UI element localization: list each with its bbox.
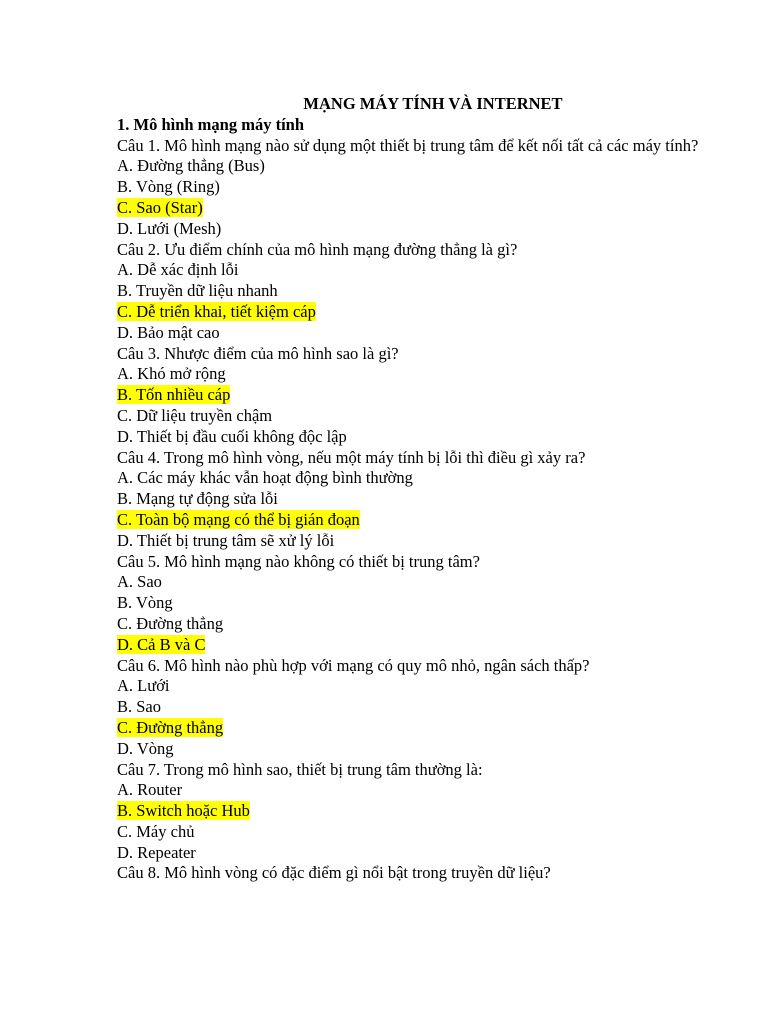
correct-answer-option: [117, 385, 707, 406]
answer-option: [117, 406, 707, 427]
answer-option-text: C. Đường thẳng: [117, 613, 224, 633]
correct-answer-option: [117, 198, 707, 219]
answer-option-text: C. Sao (Star): [117, 197, 203, 217]
question-text: Câu 7. Trong mô hình sao, thiết bị trung tâm thường là:: [117, 759, 483, 779]
answer-option-text: C. Đường thẳng: [117, 717, 224, 737]
question-text: Câu 6. Mô hình nào phù hợp với mạng có quy mô nhỏ, ngân sách thấp?: [117, 655, 590, 675]
answer-option-text: B. Truyền dữ liệu nhanh: [117, 281, 278, 301]
answer-option-text: A. Sao: [117, 572, 162, 592]
answer-option-text: D. Thiết bị đầu cuối không độc lập: [117, 426, 347, 446]
answer-option-text: A. Dễ xác định lỗi: [117, 260, 239, 280]
answer-option: [117, 572, 707, 593]
answer-option: [117, 156, 707, 177]
question-text: Câu 1. Mô hình mạng nào sử dụng một thiết bị trung tâm để kết nối tất cả các máy tính?: [117, 135, 699, 155]
answer-option: [117, 364, 707, 385]
answer-option: [117, 177, 707, 198]
answer-option: [117, 780, 707, 801]
correct-answer-option: [117, 801, 707, 822]
correct-answer-option: [117, 510, 707, 531]
section-heading: 1. Mô hình mạng máy tính: [117, 114, 305, 134]
answer-option-text: C. Dễ triển khai, tiết kiệm cáp: [117, 301, 316, 321]
answer-option-text: A. Router: [117, 780, 183, 800]
answer-option-text: D. Bảo mật cao: [117, 322, 220, 342]
answer-option-text: B. Sao: [117, 697, 162, 717]
answer-option: [117, 531, 707, 552]
answer-option-text: B. Vòng (Ring): [117, 177, 220, 197]
document-title: MẠNG MÁY TÍNH VÀ INTERNET: [303, 94, 563, 113]
answer-option: [117, 281, 707, 302]
answer-option-text: C. Máy chủ: [117, 821, 195, 841]
answer-option-text: C. Dữ liệu truyền chậm: [117, 405, 273, 425]
correct-answer-option: [117, 635, 707, 656]
answer-option-text: D. Thiết bị trung tâm sẽ xử lý lỗi: [117, 530, 335, 550]
answer-option: [117, 822, 707, 843]
answer-option-text: B. Mạng tự động sửa lỗi: [117, 489, 278, 509]
answer-option: [117, 614, 707, 635]
question-text: Câu 4. Trong mô hình vòng, nếu một máy tính bị lỗi thì điều gì xảy ra?: [117, 447, 586, 467]
answer-option-text: B. Switch hoặc Hub: [117, 801, 250, 821]
question-text: Câu 5. Mô hình mạng nào không có thiết bị trung tâm?: [117, 551, 480, 571]
question-list: [117, 136, 707, 885]
answer-option-text: D. Cả B và C: [117, 634, 206, 654]
correct-answer-option: [117, 718, 707, 739]
document-page: [117, 94, 707, 884]
answer-option-text: A. Đường thẳng (Bus): [117, 156, 265, 176]
answer-option: [117, 843, 707, 864]
answer-option: [117, 593, 707, 614]
question-text: Câu 8. Mô hình vòng có đặc điểm gì nổi bật trong truyền dữ liệu?: [117, 863, 551, 883]
answer-option: [117, 260, 707, 281]
answer-option: [117, 219, 707, 240]
answer-option: [117, 323, 707, 344]
answer-option-text: A. Các máy khác vẫn hoạt động bình thường: [117, 468, 413, 488]
answer-option-text: A. Khó mở rộng: [117, 364, 226, 384]
question-text: Câu 3. Nhược điểm của mô hình sao là gì?: [117, 343, 399, 363]
answer-option-text: D. Lưới (Mesh): [117, 218, 222, 238]
answer-option: [117, 468, 707, 489]
answer-option-text: D. Repeater: [117, 842, 196, 862]
answer-option: [117, 489, 707, 510]
answer-option: [117, 676, 707, 697]
answer-option-text: D. Vòng: [117, 738, 174, 758]
answer-option-text: B. Vòng: [117, 593, 173, 613]
answer-option: [117, 697, 707, 718]
answer-option: [117, 739, 707, 760]
answer-option: [117, 427, 707, 448]
answer-option-text: C. Toàn bộ mạng có thể bị gián đoạn: [117, 509, 360, 529]
answer-option-text: A. Lưới: [117, 676, 170, 696]
answer-option-text: B. Tốn nhiều cáp: [117, 385, 231, 405]
correct-answer-option: [117, 302, 707, 323]
question-text: Câu 2. Ưu điểm chính của mô hình mạng đường thẳng là gì?: [117, 239, 518, 259]
